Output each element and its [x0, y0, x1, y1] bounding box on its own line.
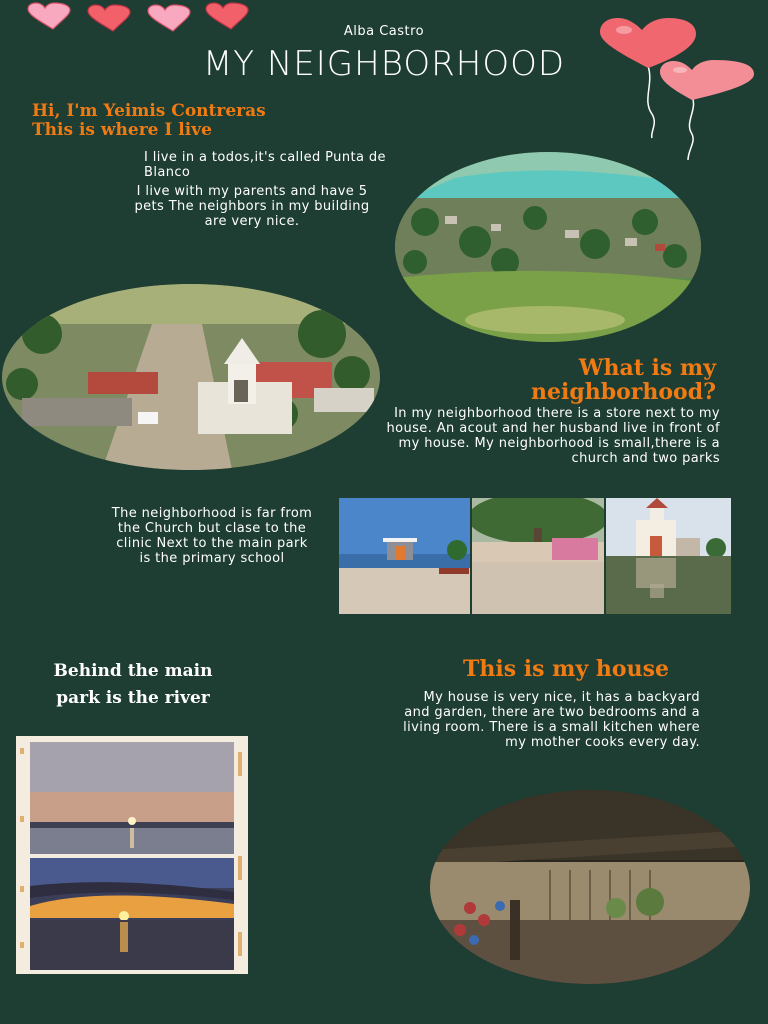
balloon-string-icon — [648, 66, 654, 138]
sunset-photo-1 — [30, 742, 234, 854]
intro-line-1: Hi, I'm Yeimis Contreras — [32, 101, 266, 121]
intro-line-2: This is where I live — [32, 120, 212, 140]
beach-gazebo-photo — [339, 498, 470, 614]
location-text: The neighborhood is far from the Church but clase to the clinic Next to the main park is the primary school — [111, 506, 313, 566]
river-sunset-film-strip — [16, 736, 248, 974]
page-title: MY NEIGHBORHOOD — [202, 44, 566, 84]
author-name: Alba Castro — [343, 24, 425, 39]
sunset-photo-2 — [30, 858, 234, 970]
heart-balloon-icon — [600, 18, 696, 68]
neighborhood-text: In my neighborhood there is a store next to my house. An acout and her husband live in front of my house. My neighborhood is small,there is a church and two parks — [386, 406, 720, 466]
balloon-string-icon — [688, 96, 694, 160]
house-heading: This is my house — [463, 656, 669, 682]
river-heading: Behind the main park is the river — [53, 661, 213, 708]
aerial-town-photo — [395, 152, 701, 342]
park-tree-photo — [472, 498, 604, 614]
church-aerial-photo — [2, 284, 380, 470]
intro-heading — [32, 102, 266, 140]
about-text-1: I live in a todos,it's called Punta de Blanco — [144, 150, 386, 180]
heart-balloons-decoration — [596, 14, 758, 164]
church-reflection-photo — [606, 498, 731, 614]
neighborhood-heading: What is my neighborhood? — [531, 355, 716, 405]
heart-balloon-icon — [660, 60, 754, 100]
outdoor-kitchen-photo — [430, 790, 750, 984]
house-text: My house is very nice, it has a backyard and garden, there are two bedrooms and a living room. There is a small kitchen where my mother cooks every day. — [403, 690, 700, 750]
about-text-2: I live with my parents and have 5 pets The neighbors in my building are very nice. — [134, 184, 370, 229]
